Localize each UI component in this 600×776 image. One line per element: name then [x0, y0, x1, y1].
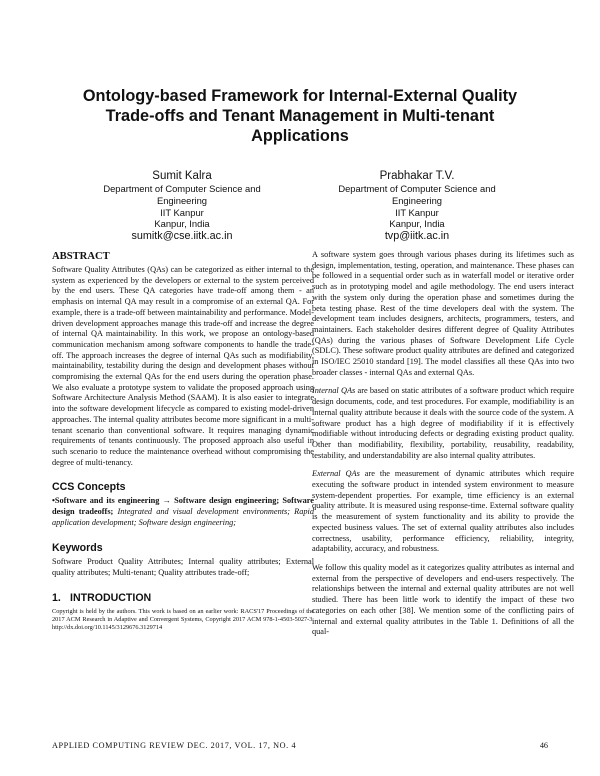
author-name: Sumit Kalra [152, 170, 212, 182]
ccs-concepts [52, 496, 314, 528]
journal-info: APPLIED COMPUTING REVIEW DEC. 2017, VOL. 17, NO. 4 [52, 741, 297, 750]
author-institution: IIT Kanpur [160, 206, 204, 218]
ccs-bullet: • [52, 496, 55, 506]
keywords-heading: Keywords [52, 542, 103, 555]
external-qas-term: External QAs [312, 469, 360, 479]
title-line-2: Trade-offs and Tenant Management in Multi-tenant [105, 107, 495, 125]
ccs-heading: CCS Concepts [52, 481, 126, 494]
ccs-concept-secondary: Software design engineering; Software design tradeoffs; [52, 496, 314, 517]
author-location: Kanpur, India [389, 218, 445, 230]
author-department: Department of Computer Science and [103, 183, 261, 194]
right-column [312, 250, 574, 646]
copyright-notice: Copyright is held by the authors. This work is based on an earlier work: RACS'17 Proceedings of the 2017 ACM Research in Adaptive and Convergent Systems, Copyright 2017 ACM 978-1-4503-5027-3. http://dx.doi.org/10.1145/3129676.3129714 [52, 607, 314, 632]
ccs-concept-primary: Software and its engineering [54, 496, 160, 506]
introduction-heading [52, 592, 314, 605]
abstract-text: Software Quality Attributes (QAs) can be categorized as either internal to the system as experienced by the developers or external to the system perceived by the end users. These QA categories have trade-off among them - an emphasis on internal QA may result in a compromise of an external QA. For example, there is a trade-off between maintainability and performance. Model-driven development approaches manage this trade-off and increase the degree of internal QA maintainability. In this work, we propose an ontology-based communication mechanism among software components to handle the trade-off. The approach increases the degree of internal QAs such as modifiability, maintainability, testability during the design and development phases without compromising the external QAs for the end users during the operation phase. We also evaluate a prototype system to validate the proposed approach using Software Architecture Analysis Method (SAAM). It is also easier to integrate into the software development lifecycle as compared to existing model-driven approaches. The internal quality attributes become more significant in a multi-tenant scenario than conventional software. It requires managing dynamic requirements of tenants continuously. The proposed approach also useful in such scenario to reduce the maintenance overhead without compromising the degree of multi-tenancy. [52, 265, 314, 467]
ccs-concept-italic: Integrated and visual development environments; Rapid application development; Software design engineering; [52, 507, 314, 527]
intro-paragraph-1: A software system goes through various phases during its lifetimes such as design, implementation, testing, operation, and maintenance. These phases can be followed in a sequential order such as in waterfall model or iterative order such as in prototyping model and agile methodology. The end users interact with the system only during the operation phase and sometimes during the beta testing phase. Rest of the time developers deal with the system. The development team includes designers, architects, programmers, testers, and maintainers. Each stakeholder desires different degree of Quality Attributes (QAs) during the various phases of Software Development Life Cycle (SDLC). These software product quality attributes are defined and categorized in ISO/IEC 25010 standard [19]. The model classifies all these QAs into two broader classes - internal QAs and external QAs. [312, 250, 574, 377]
author-department: Department of Computer Science and [338, 183, 496, 194]
keywords-text: Software Product Quality Attributes; Internal quality attributes; External quality attributes; Multi-tenant; Quality attributes trade-off; [52, 557, 314, 578]
intro-paragraph-3-body: are the measurement of dynamic attributes which require executing the software product in intended system environment to measure system-dependent properties. For example, time efficiency is an external quality attribute. It is measured using response-time. External software quality is the measurement of system functionality and its ability to provide the expected business values. The set of external quality attributes also includes correctness, usability, performance efficiency, reliability, integrity, adaptability, accuracy, and robustness. [312, 469, 574, 554]
author-department-cont: Engineering [391, 194, 443, 206]
page-footer [52, 741, 548, 750]
author-department-cont: Engineering [156, 194, 208, 206]
title-line-3: Applications [251, 127, 349, 145]
author-email[interactable]: sumitk@cse.iitk.ac.in [131, 230, 233, 243]
intro-paragraph-2-body: are based on static attributes of a software product which require design documents, code, and test procedures. For example, modifiability is an internal quality attribute because it deals with the source code of the system. A software product has a high degree of modifiability if it is effectively modifiable without introducing defects or degrading existing product quality. Other than modifiability, flexibility, portability, reusability, readability, testability, and understandability are also internal quality attributes. [312, 386, 575, 460]
intro-paragraph-3 [312, 469, 574, 555]
author-location: Kanpur, India [154, 218, 210, 230]
author-block-1 [67, 170, 297, 243]
internal-qas-term: Internal QAs [312, 386, 356, 396]
left-column [52, 250, 314, 632]
page-number: 46 [539, 741, 548, 750]
ccs-arrow: → [159, 496, 175, 506]
paper-title [40, 86, 560, 146]
section-number: 1. [52, 591, 61, 604]
author-block-2 [302, 170, 532, 243]
title-line-1: Ontology-based Framework for Internal-External Quality [82, 87, 518, 105]
author-email[interactable]: tvp@iitk.ac.in [384, 230, 450, 243]
intro-paragraph-2 [312, 386, 574, 461]
abstract-heading: ABSTRACT [52, 251, 110, 262]
intro-paragraph-4: We follow this quality model as it categorizes quality attributes as internal and external from the perspective of developers and end-users respectively. The relationships between the internal and external quality attributes are not well studied. There has been little work to identify the impact of these two categories on each other [38]. We mention some of the conflicting pairs of internal and external quality attributes in the Table 1. Definitions of all the qual- [312, 562, 574, 637]
author-institution: IIT Kanpur [395, 206, 439, 218]
section-title: INTRODUCTION [70, 591, 152, 604]
author-name: Prabhakar T.V. [379, 170, 455, 182]
